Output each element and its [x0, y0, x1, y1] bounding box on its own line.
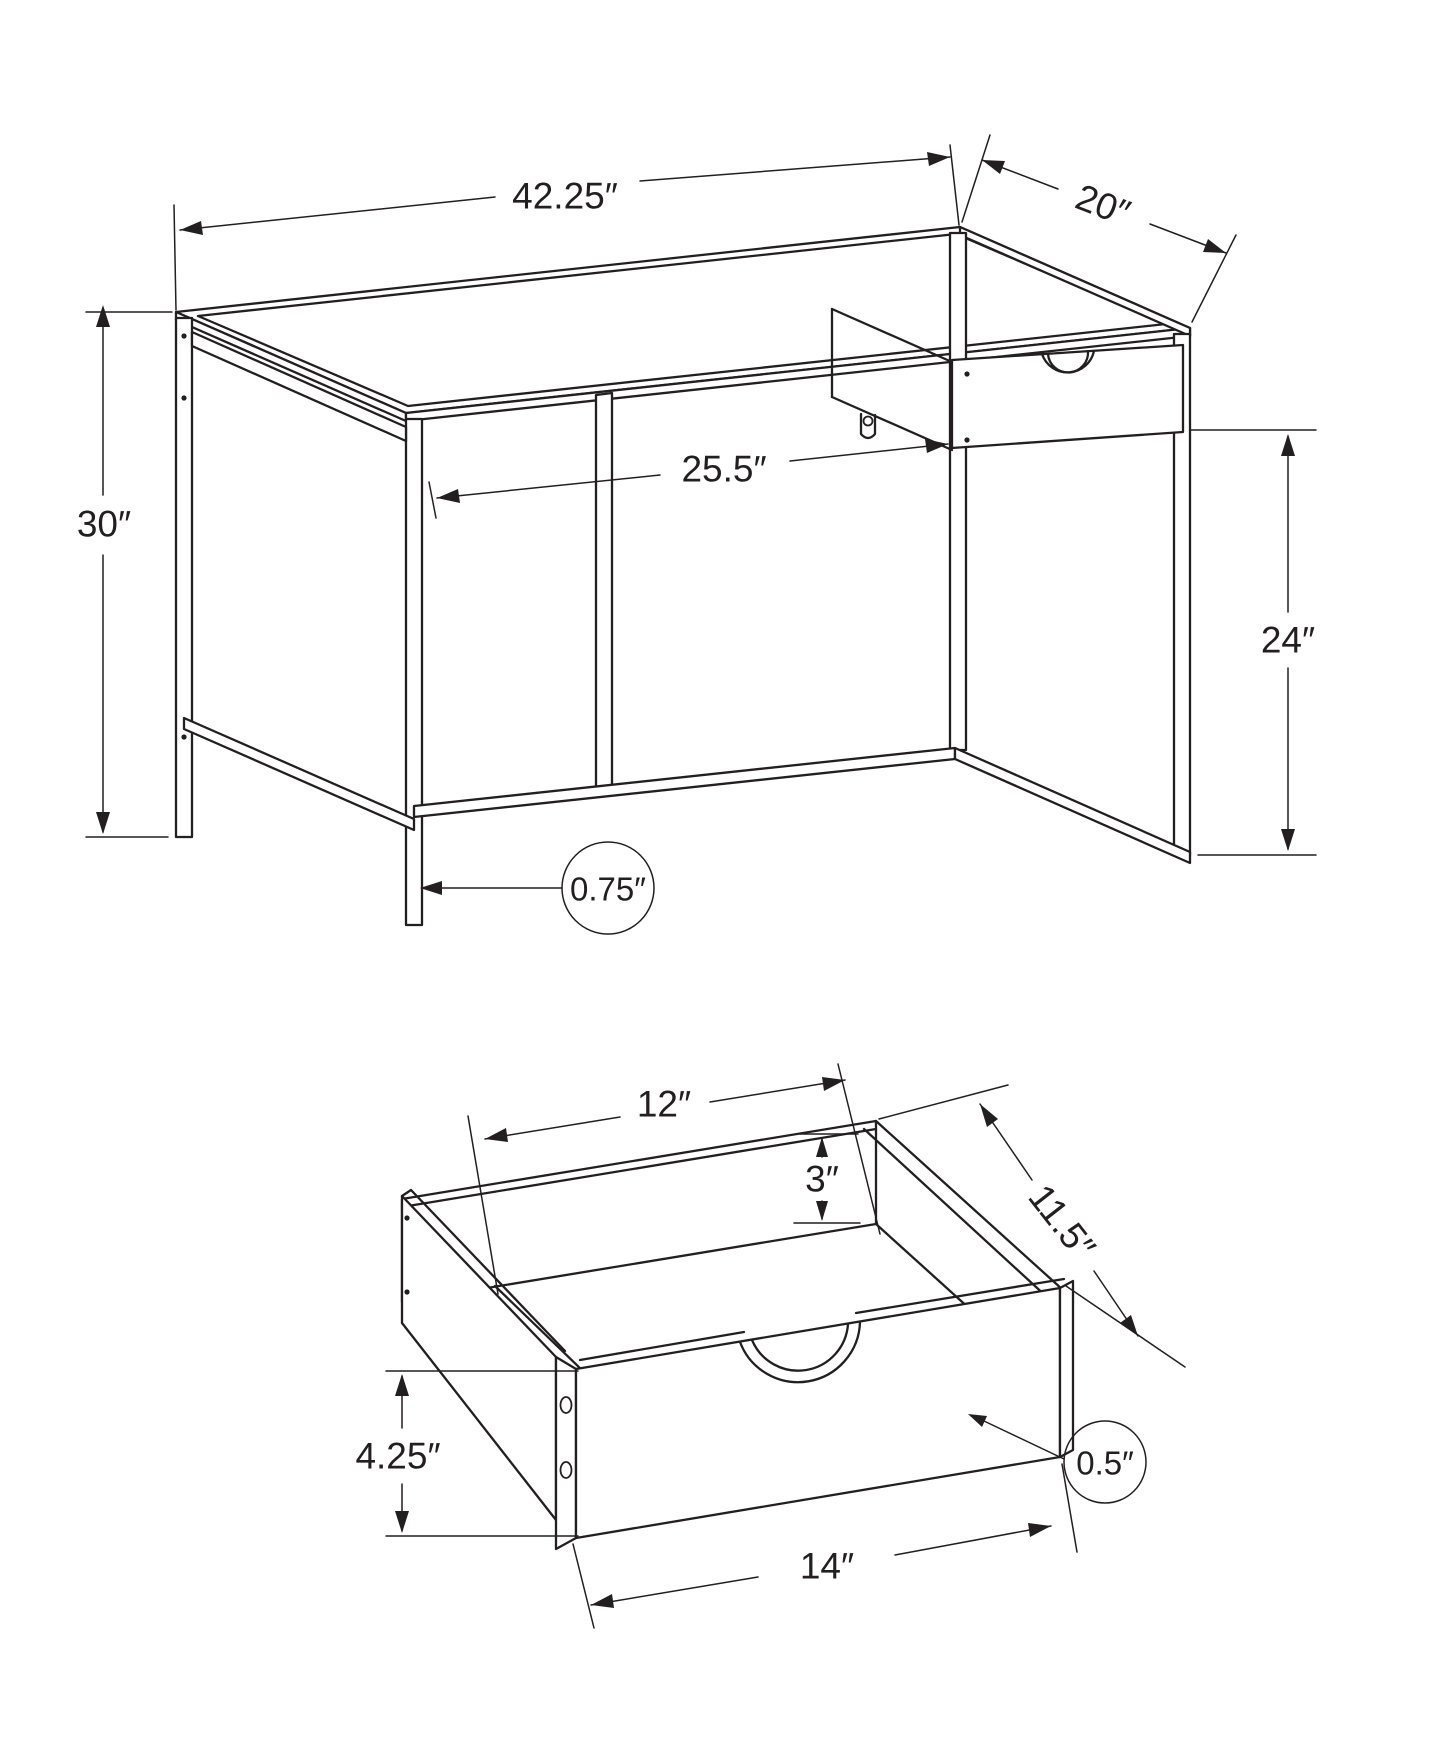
- desk-stretcher-right: [955, 748, 1190, 863]
- drawer-front-panel: [576, 1288, 1060, 1538]
- dim-desk-clearance-height: [1190, 430, 1316, 855]
- screw-dot: [964, 437, 969, 442]
- desk-stretcher-left: [184, 718, 414, 830]
- desk-figure: [77, 135, 1316, 934]
- screw-dot: [404, 1289, 409, 1294]
- desk-drawer-front: [952, 345, 1183, 448]
- strip-screw-hole: [561, 1462, 572, 1478]
- dim-label-desk-height: 30″: [76, 503, 132, 545]
- dim-label-desk-width: 42.25″: [512, 175, 618, 217]
- screw-dot: [964, 371, 969, 376]
- desk-leg-back-right: [950, 233, 966, 750]
- screw-dot: [404, 1215, 409, 1220]
- dim-desk-height: [77, 305, 172, 837]
- dim-label-desk-depth: 20″: [1070, 176, 1136, 234]
- dim-label-drawer-back-height: 3″: [805, 1158, 839, 1200]
- callout-desk-frame-thickness: [420, 842, 654, 934]
- dim-label-drawer-front-height: 4.25″: [355, 1435, 441, 1477]
- dim-label-desk-clearance-width: 25.5″: [681, 448, 767, 490]
- screw-dot: [181, 395, 186, 400]
- dim-label-desk-clearance-height: 24″: [1260, 619, 1316, 661]
- dim-label-drawer-depth: 11.5″: [1020, 1176, 1104, 1268]
- keyhole-tab-hole: [864, 417, 873, 426]
- desk-stretcher-back: [414, 748, 955, 817]
- drawer-left-edge-strip: [556, 1357, 576, 1549]
- dim-label-drawer-panel-thickness: 0.5″: [1076, 1444, 1134, 1482]
- strip-screw-hole: [561, 1397, 572, 1413]
- dim-label-drawer-inner-width: 12″: [636, 1083, 692, 1125]
- desk-leg-front-left: [406, 419, 422, 925]
- desk-center-support: [596, 393, 612, 788]
- drawer-front-right-edge: [1060, 1281, 1073, 1457]
- dim-desk-clearance-width: [429, 439, 948, 518]
- drawer-figure: [355, 1064, 1185, 1628]
- dim-label-desk-frame-thickness: 0.75″: [570, 870, 646, 908]
- screw-dot: [181, 333, 186, 338]
- dim-label-drawer-front-width: 14″: [799, 1545, 855, 1587]
- screw-dot: [181, 734, 186, 739]
